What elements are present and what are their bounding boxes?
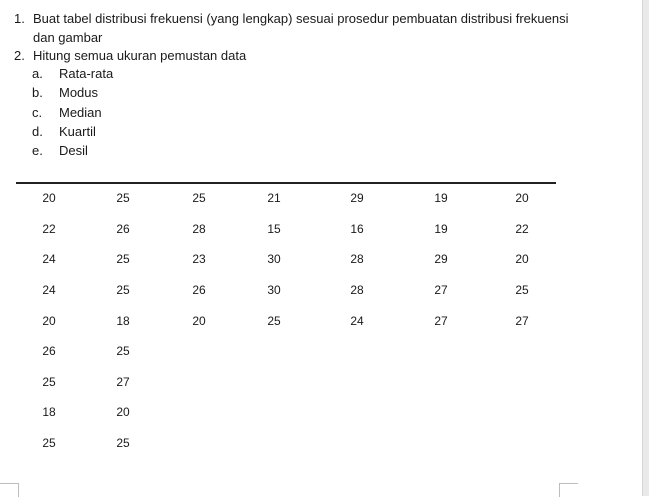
table-cell: 20 — [42, 191, 56, 205]
table-cell: 28 — [350, 252, 364, 266]
table-cell: 25 — [515, 283, 529, 297]
table-cell: 26 — [192, 283, 206, 297]
table-cell: 30 — [267, 283, 281, 297]
table-cell: 22 — [515, 222, 529, 236]
table-cell: 24 — [42, 252, 56, 266]
subitem-label: Median — [59, 105, 102, 120]
question-1-number: 1. — [14, 11, 25, 26]
table-cell: 25 — [42, 436, 56, 450]
subitem-label: Rata-rata — [59, 66, 114, 81]
table-cell: 28 — [192, 222, 206, 236]
page-edge — [642, 0, 649, 496]
table-cell: 20 — [192, 314, 206, 328]
table-top-rule — [16, 182, 556, 184]
table-cell: 21 — [267, 191, 281, 205]
table-cell: 25 — [192, 191, 206, 205]
table-cell: 18 — [116, 314, 130, 328]
table-cell: 27 — [434, 314, 448, 328]
table-cell: 19 — [434, 222, 448, 236]
table-cell: 22 — [42, 222, 56, 236]
page-corner-mark-left — [0, 483, 19, 497]
table-cell: 20 — [116, 405, 130, 419]
table-cell: 29 — [350, 191, 364, 205]
question-1-text: Buat tabel distribusi frekuensi (yang lengkap) sesuai prosedur pembuatan distribusi frekuensi dan gambar — [33, 11, 569, 45]
subitem-letter: b. — [32, 85, 43, 100]
subitem-letter: c. — [32, 105, 43, 120]
table-cell: 27 — [515, 314, 529, 328]
table-cell: 26 — [116, 222, 130, 236]
table-cell: 27 — [116, 375, 130, 389]
table-cell: 25 — [116, 436, 130, 450]
table-cell: 20 — [515, 191, 529, 205]
question-2-number: 2. — [14, 48, 25, 63]
table-cell: 25 — [116, 344, 130, 358]
table-cell: 30 — [267, 252, 281, 266]
table-cell: 28 — [350, 283, 364, 297]
subitem-letter: e. — [32, 143, 43, 158]
table-cell: 25 — [116, 191, 130, 205]
table-cell: 25 — [267, 314, 281, 328]
table-cell: 23 — [192, 252, 206, 266]
subitem-label: Desil — [59, 143, 88, 158]
subitem-letter: d. — [32, 124, 43, 139]
page-corner-mark-right — [559, 483, 578, 497]
table-cell: 26 — [42, 344, 56, 358]
subitem-letter: a. — [32, 66, 43, 81]
subitem-label: Modus — [59, 85, 99, 100]
table-cell: 20 — [515, 252, 529, 266]
table-cell: 18 — [42, 405, 56, 419]
table-cell: 27 — [434, 283, 448, 297]
table-cell: 25 — [116, 252, 130, 266]
table-cell: 29 — [434, 252, 448, 266]
table-cell: 24 — [350, 314, 364, 328]
subitem-label: Kuartil — [59, 124, 96, 139]
table-cell: 20 — [42, 314, 56, 328]
table-cell: 25 — [42, 375, 56, 389]
table-cell: 25 — [116, 283, 130, 297]
table-cell: 24 — [42, 283, 56, 297]
table-cell: 16 — [350, 222, 364, 236]
question-2-text: Hitung semua ukuran pemustan data — [33, 48, 247, 63]
table-cell: 19 — [434, 191, 448, 205]
table-cell: 15 — [267, 222, 281, 236]
